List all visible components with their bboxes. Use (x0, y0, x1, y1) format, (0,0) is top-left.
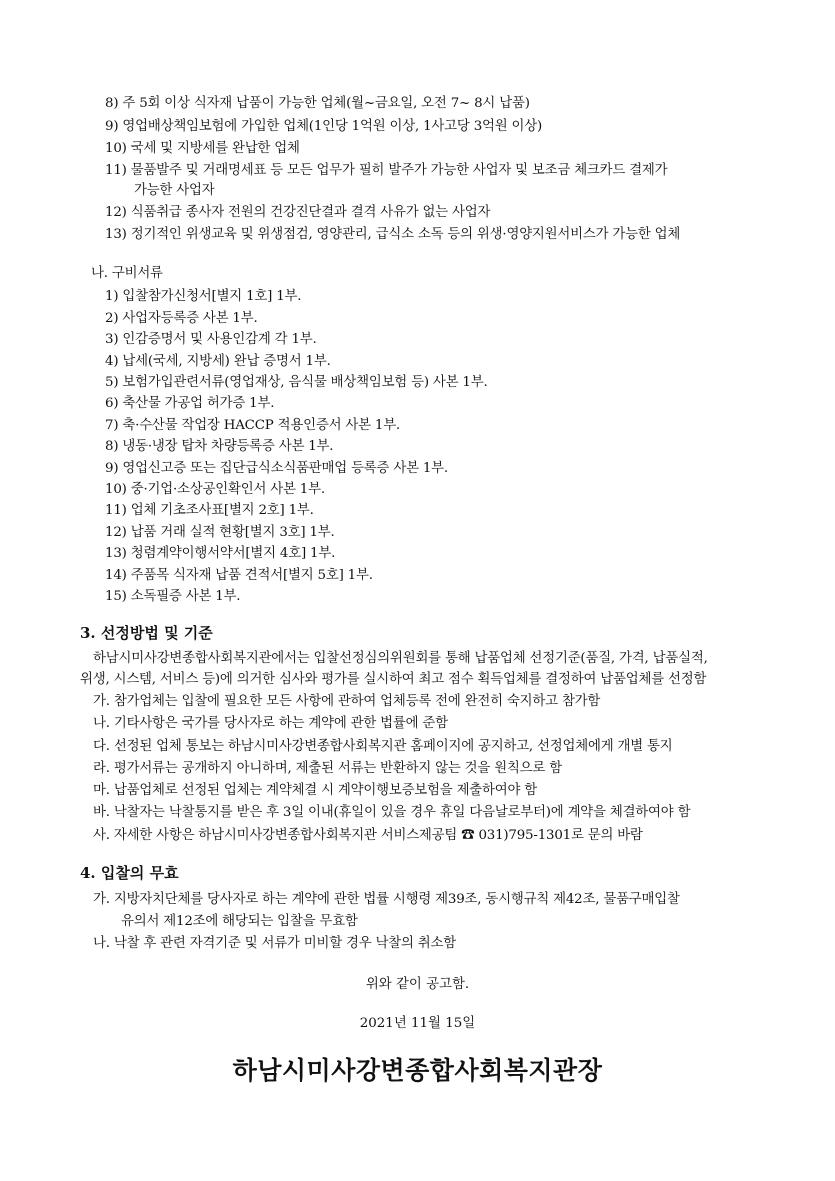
selection-intro-line: 위생, 시스템, 서비스 등)에 의거한 심사와 평가를 실시하여 최고 점수 획득업체를 결정하여 납품업체를 선정함 (80, 672, 707, 687)
document-item: 6) 축산물 가공업 허가증 1부. (105, 396, 275, 411)
document-item: 1) 입찰참가신청서[별지 1호] 1부. (105, 289, 302, 304)
selection-item: 가. 참가업체는 입찰에 필요한 모든 사항에 관하여 업체등록 전에 완전히 숙지하고 참가함 (93, 694, 601, 709)
document-item: 5) 보험가입관련서류(영업재상, 음식물 배상책임보험 등) 사본 1부. (105, 375, 488, 390)
section-heading-selection: 3. 선정방법 및 기준 (80, 624, 213, 642)
notice-date: 2021년 11월 15일 (359, 1016, 476, 1031)
document-item: 9) 영업신고증 또는 집단급식소식품판매업 등록증 사본 1부. (105, 461, 448, 476)
signature-title: 하남시미사강변종합사회복지관장 (232, 1056, 603, 1085)
document-item: 2) 사업자등록증 사본 1부. (105, 311, 258, 326)
document-item: 4) 납세(국세, 지방세) 완납 증명서 1부. (105, 354, 331, 369)
qualification-item: 10) 국세 및 지방세를 완납한 업체 (105, 141, 300, 156)
qualification-item: 11) 물품발주 및 거래명세표 등 모든 업무가 필히 발주가 가능한 사업자 및 보조금 체크카드 결제가 (105, 163, 668, 178)
document-item: 7) 축·수산물 작업장 HACCP 적용인증서 사본 1부. (105, 418, 400, 433)
selection-item: 다. 선정된 업체 통보는 하남시미사강변종합사회복지관 홈페이지에 공지하고, 선정업체에게 개별 통지 (93, 739, 673, 754)
qualification-item: 9) 영업배상책임보험에 가입한 업체(1인당 1억원 이상, 1사고당 3억원 이상) (105, 119, 543, 134)
invalid-item: 가. 지방자치단체를 당사자로 하는 계약에 관한 법률 시행령 제39조, 동시행규칙 제42조, 물품구매입찰 (93, 892, 680, 907)
selection-item: 마. 납품업체로 선정된 업체는 계약체결 시 계약이행보증보험을 제출하여야 함 (93, 783, 538, 798)
document-item: 15) 소독필증 사본 1부. (105, 589, 241, 604)
documents-heading: 나. 구비서류 (91, 266, 163, 281)
selection-item: 바. 낙찰자는 낙찰통지를 받은 후 3일 이내(휴일이 있을 경우 휴일 다음날로부터)에 계약을 체결하여야 함 (93, 805, 691, 820)
document-item: 14) 주품목 식자재 납품 견적서[별지 5호] 1부. (105, 568, 373, 583)
qualification-item-continuation: 가능한 사업자 (134, 183, 215, 198)
selection-item: 라. 평가서류는 공개하지 아니하며, 제출된 서류는 반환하지 않는 것을 원칙으로 함 (93, 761, 562, 776)
document-item: 10) 중·기업·소상공인확인서 사본 1부. (105, 482, 325, 497)
invalid-item: 나. 낙찰 후 관련 자격기준 및 서류가 미비할 경우 낙찰의 취소함 (93, 936, 457, 951)
section-heading-invalid: 4. 입찰의 무효 (80, 864, 179, 882)
qualification-item: 12) 식품취급 종사자 전원의 건강진단결과 결격 사유가 없는 사업자 (105, 205, 491, 220)
qualification-item: 13) 정기적인 위생교육 및 위생점검, 영양관리, 급식소 소독 등의 위생·영양지원서비스가 가능한 업체 (105, 227, 681, 242)
selection-item: 나. 기타사항은 국가를 당사자로 하는 계약에 관한 법률에 준함 (93, 716, 448, 731)
document-item: 12) 납품 거래 실적 현황[별지 3호] 1부. (105, 525, 335, 540)
document-item: 11) 업체 기초조사표[별지 2호] 1부. (105, 503, 314, 518)
qualification-item: 8) 주 5회 이상 식자재 납품이 가능한 업체(월~금요일, 오전 7~ 8시 납품) (105, 96, 530, 111)
closing-statement: 위와 같이 공고함. (365, 977, 470, 992)
selection-item-contact: 사. 자세한 사항은 하남시미사강변종합사회복지관 서비스제공팀 ☎ 031)795-1301로 문의 바람 (93, 828, 643, 843)
document-item: 8) 냉동·냉장 탑차 차량등록증 사본 1부. (105, 439, 334, 454)
document-item: 13) 청렴계약이행서약서[별지 4호] 1부. (105, 546, 336, 561)
document-item: 3) 인감증명서 및 사용인감계 각 1부. (105, 332, 317, 347)
invalid-item-continuation: 유의서 제12조에 해당되는 입찰을 무효함 (121, 914, 358, 929)
selection-intro-line: 하남시미사강변종합사회복지관에서는 입찰선정심의위원회를 통해 납품업체 선정기준(품질, 가격, 납품실적, (93, 651, 708, 666)
